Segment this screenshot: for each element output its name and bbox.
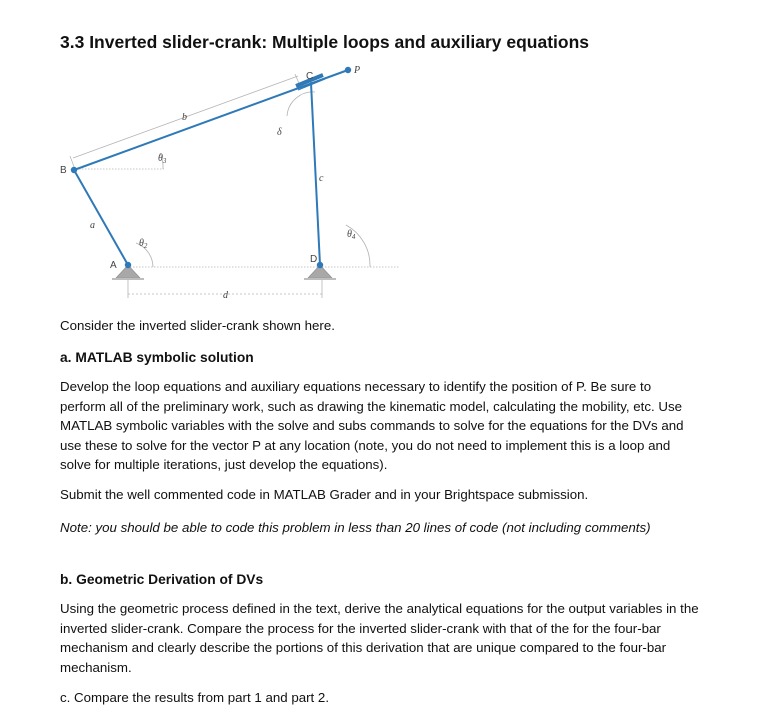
intro-text: Consider the inverted slider-crank shown here. <box>60 318 335 333</box>
part-a-paragraph: Develop the loop equations and auxiliary equations necessary to identify the position of P. Be sure to perform all of the preliminary work, such as drawing the kinematic model, calculating the mobility, etc. Use MATLAB symbolic variables with the solve and subs commands to solve for the equations for the DVs and use these to solve for the vector P at any location (note, you do not need to implement this is a loop and solve for multiple iterations, just develop the equations). <box>60 379 684 472</box>
inverted-slider-crank-diagram <box>40 58 420 308</box>
label-d: d <box>223 290 228 301</box>
label-a: a <box>90 220 95 231</box>
angle-arcs <box>136 92 370 267</box>
label-theta3: $\theta_3$ <box>158 153 167 165</box>
label-b: b <box>182 112 187 123</box>
pin-b <box>71 167 77 173</box>
label-A: A <box>110 260 117 271</box>
label-c: c <box>319 173 324 184</box>
submit-instructions: Submit the well commented code in MATLAB Grader and in your Brightspace submission. <box>60 487 589 502</box>
label-D: D <box>310 254 318 265</box>
label-delta: δ <box>277 127 282 138</box>
pin-d <box>317 262 323 268</box>
problem-title: 3.3 Inverted slider-crank: Multiple loops and auxiliary equations <box>60 32 590 52</box>
links <box>74 70 348 265</box>
part-a-heading: a. MATLAB symbolic solution <box>60 350 254 365</box>
pin-a <box>125 262 131 268</box>
part-c-text: c. Compare the results from part 1 and part 2. <box>60 690 330 705</box>
label-C: C <box>306 71 314 82</box>
label-theta2: $\theta_2$ <box>139 238 148 250</box>
point-p <box>345 67 351 73</box>
link-b <box>74 70 348 170</box>
part-b-heading: b. Geometric Derivation of DVs <box>60 572 264 587</box>
label-B: B <box>60 165 67 176</box>
link-a <box>74 170 128 265</box>
note-text: Note: you should be able to code this problem in less than 20 lines of code (not including comments) <box>60 520 651 535</box>
label-P: P <box>354 65 361 76</box>
label-theta4: $\theta_4$ <box>347 229 356 241</box>
part-b-paragraph: Using the geometric process defined in the text, derive the analytical equations for the output variables in the inverted slider-crank. Compare the process for the inverted slider-crank with that of the for the four-bar mechanism and clearly describe the portions of this derivation that are unique compared to the four-bar mechanism. <box>60 601 699 675</box>
reference-lines <box>70 74 400 298</box>
